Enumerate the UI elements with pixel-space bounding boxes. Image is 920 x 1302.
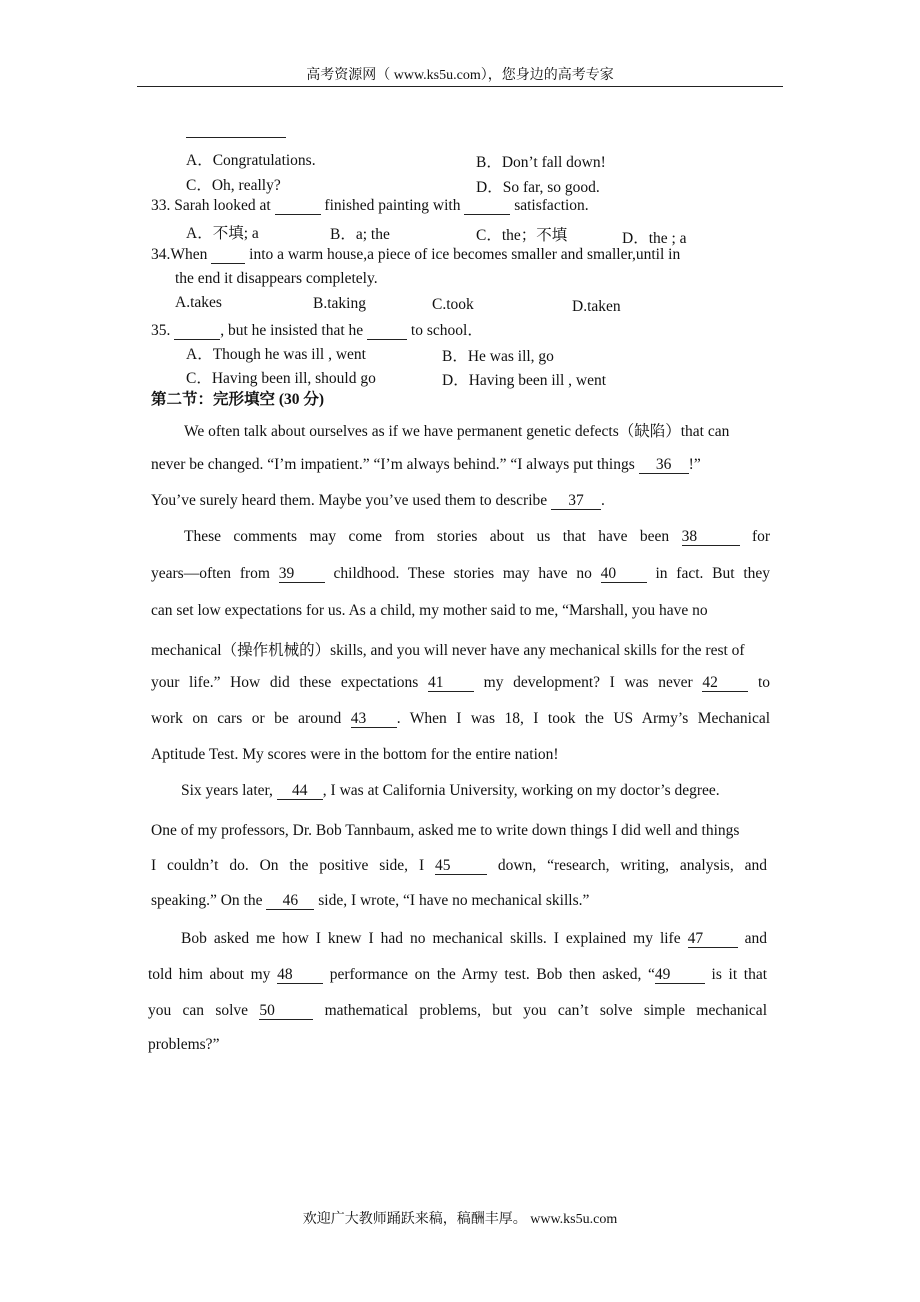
page-header: 高考资源网（ www.ks5u.com），您身边的高考专家: [306, 68, 614, 83]
passage-line: [151, 565, 770, 583]
blank-46: 46: [266, 893, 314, 910]
passage-text: you can solve: [148, 1002, 249, 1019]
passage-line: One of my professors, Dr. Bob Tannbaum, asked me to write down things I did well and things: [151, 822, 740, 839]
blank-37: 37: [551, 493, 601, 510]
blank-47: 47: [688, 931, 738, 948]
passage-text: to: [757, 674, 771, 691]
blank-48: 48: [277, 967, 323, 984]
passage-line: We often talk about ourselves as if we have permanent genetic defects（缺陷）that can: [184, 423, 730, 440]
passage-line: [151, 456, 701, 474]
q34-option-b: B.taking: [313, 295, 366, 312]
q34-stem-line2: the end it disappears completely.: [175, 270, 378, 287]
q35-stem-part1: 35.: [151, 322, 171, 339]
q34-option-a: A.takes: [175, 294, 222, 311]
blank-36: 36: [639, 457, 689, 474]
q33-stem: [151, 197, 589, 215]
passage-line: [151, 857, 767, 875]
passage-text: Six years later,: [181, 782, 273, 799]
q35-option-c: C．Having been ill, should go: [186, 370, 376, 387]
blank-49: 49: [655, 967, 705, 984]
passage-text: told him about my: [148, 966, 271, 983]
passage-line: [148, 966, 767, 984]
answer-blank-32: [186, 137, 286, 138]
passage-text: performance on the Army test. Bob then asked, “: [329, 966, 655, 983]
q33-stem-part3: satisfaction.: [514, 197, 589, 214]
passage-text: These comments may come from stories about us that have been: [184, 528, 670, 545]
q32-option-c: C．Oh, really?: [186, 177, 281, 194]
header-divider: [137, 86, 783, 87]
blank-50: 50: [259, 1003, 313, 1020]
passage-text: mathematical problems, but you can’t solve simple mechanical: [324, 1002, 767, 1019]
q35-option-a: A．Though he was ill , went: [186, 346, 366, 363]
q33-option-c: C．the；不填: [476, 227, 568, 244]
passage-text: your life.” How did these expectations: [151, 674, 419, 691]
passage-text: my development? I was never: [483, 674, 693, 691]
q32-option-b: B．Don’t fall down!: [476, 154, 606, 171]
passage-text: You’ve surely heard them. Maybe you’ve used them to describe: [151, 492, 548, 509]
q33-blank-1: [275, 198, 321, 215]
q32-option-a: A．Congratulations.: [186, 152, 316, 169]
passage-line: [151, 674, 770, 692]
blank-38: 38: [682, 529, 740, 546]
q33-option-d: D．the ; a: [622, 230, 687, 247]
q35-stem-part2: , but he insisted that he: [220, 322, 364, 339]
q35-stem: [151, 318, 483, 340]
blank-43: 43: [351, 711, 397, 728]
q34-option-d: D.taken: [572, 298, 621, 315]
q33-option-a: A．不填; a: [186, 225, 259, 242]
passage-text: I couldn’t do. On the positive side, I: [151, 857, 425, 874]
q33-stem-part2: finished painting with: [324, 197, 461, 214]
q34-stem-part1: 34.When: [151, 246, 208, 263]
q33-blank-2: [464, 198, 510, 215]
passage-text: childhood. These stories may have no: [333, 565, 592, 582]
passage-text: is it that: [711, 966, 768, 983]
passage-line: [151, 892, 589, 910]
blank-39: 39: [279, 566, 325, 583]
passage-line: Aptitude Test. My scores were in the bottom for the entire nation!: [151, 746, 559, 763]
section-title: 第二节：完形填空 (30 分): [151, 391, 325, 408]
passage-text: years—often from: [151, 565, 270, 582]
q34-option-c: C.took: [432, 296, 474, 313]
q35-blank-2: [367, 323, 407, 340]
passage-text: speaking.” On the: [151, 892, 263, 909]
q34-stem: [151, 246, 680, 264]
passage-text: in fact. But they: [655, 565, 771, 582]
passage-line: [181, 930, 767, 948]
passage-text: never be changed. “I’m impatient.” “I’m always behind.” “I always put things: [151, 456, 635, 473]
passage-text: and: [744, 930, 768, 947]
blank-40: 40: [601, 566, 647, 583]
q33-option-b: B．a; the: [330, 226, 390, 243]
passage-text: Bob asked me how I knew I had no mechanical skills. I explained my life: [181, 930, 681, 947]
passage-text: down, “research, writing, analysis, and: [497, 857, 767, 874]
blank-41: 41: [428, 675, 474, 692]
passage-line: [151, 492, 605, 510]
passage-text: . When I was 18, I took the US Army’s Mechanical: [396, 710, 771, 727]
q34-stem-part2: into a warm house,a piece of ice becomes smaller and smaller,until in: [249, 246, 681, 263]
passage-text: side, I wrote, “I have no mechanical skills.”: [318, 892, 590, 909]
q35-option-b: B．He was ill, go: [442, 348, 554, 365]
passage-line: [148, 1002, 767, 1020]
blank-42: 42: [702, 675, 748, 692]
q34-blank: [211, 247, 245, 264]
passage-line: [181, 782, 720, 800]
q35-option-d: D．Having been ill , went: [442, 372, 607, 389]
passage-text: work on cars or be around: [151, 710, 342, 727]
passage-line: can set low expectations for us. As a child, my mother said to me, “Marshall, you have no: [151, 602, 708, 619]
passage-line: problems?”: [148, 1036, 220, 1053]
q35-stem-part3: to school．: [410, 322, 483, 339]
passage-text: .: [601, 492, 605, 509]
q33-stem-part1: 33. Sarah looked at: [151, 197, 271, 214]
q35-blank-1: [174, 323, 220, 340]
passage-line: mechanical（操作机械的）skills, and you will never have any mechanical skills for the rest of: [151, 642, 745, 659]
passage-text: , I was at California University, working on my doctor’s degree.: [322, 782, 720, 799]
blank-44: 44: [277, 783, 323, 800]
passage-line: [184, 528, 770, 546]
blank-45: 45: [435, 858, 487, 875]
page-footer: 欢迎广大教师踊跃来稿，稿酬丰厚。 www.ks5u.com: [302, 1212, 618, 1227]
passage-text: !”: [688, 456, 701, 473]
q32-option-d: D．So far, so good.: [476, 179, 600, 196]
passage-line: [151, 710, 770, 728]
passage-text: for: [751, 528, 771, 545]
